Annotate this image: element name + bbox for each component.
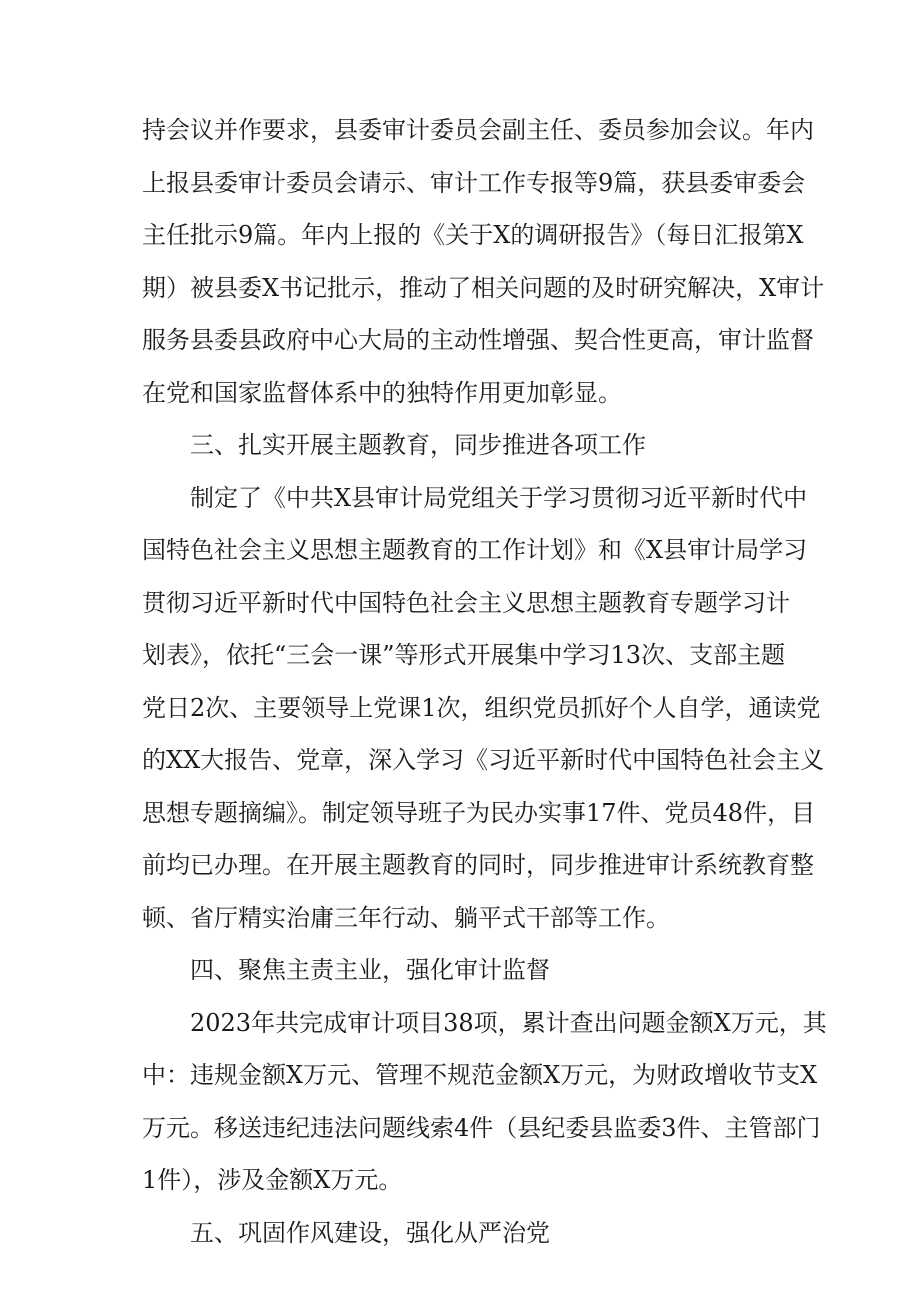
paragraph-line: 中：违规金额X万元、管理不规范金额X万元，为财政增收节支X bbox=[142, 1061, 818, 1089]
paragraph-line: 服务县委县政府中心大局的主动性增强、契合性更高，审计监督 bbox=[142, 326, 814, 354]
section-heading-4: 四、聚焦主责主业，强化审计监督 bbox=[190, 956, 550, 984]
paragraph-line: 2023年共完成审计项目38项，累计查出问题金额X万元，其 bbox=[190, 1008, 827, 1037]
paragraph-line: 制定了《中共X县审计局党组关于学习贯彻习近平新时代中 bbox=[190, 483, 808, 512]
paragraph-line: 划表》，依托“三会一课”等形式开展集中学习13次、支部主题 bbox=[142, 641, 786, 669]
document-body bbox=[142, 104, 827, 1259]
paragraph-line: 期）被县委X书记批示，推动了相关问题的及时研究解决，X审计 bbox=[142, 273, 825, 302]
paragraph-line: 贯彻习近平新时代中国特色社会主义思想主题教育专题学习计 bbox=[142, 588, 790, 617]
paragraph-line: 在党和国家监督体系中的独特作用更加彰显。 bbox=[142, 378, 622, 407]
section-heading-3: 三、扎实开展主题教育，同步推进各项工作 bbox=[190, 431, 646, 459]
paragraph-line: 顿、省厅精实治庸三年行动、躺平式干部等工作。 bbox=[142, 903, 670, 932]
paragraph-line: 上报县委审计委员会请示、审计工作专报等9篇，获县委审委会 bbox=[142, 168, 806, 197]
paragraph-line: 国特色社会主义思想主题教育的工作计划》和《X县审计局学习 bbox=[142, 536, 808, 564]
paragraph-line: 的XX大报告、党章，深入学习《习近平新时代中国特色社会主义 bbox=[142, 746, 825, 774]
paragraph-line: 1件），涉及金额X万元。 bbox=[142, 1166, 403, 1194]
paragraph-line: 党日2次、主要领导上党课1次，组织党员抓好个人自学，通读党 bbox=[142, 693, 821, 722]
section-heading-5: 五、巩固作风建设，强化从严治党 bbox=[190, 1218, 550, 1247]
paragraph-line: 持会议并作要求，县委审计委员会副主任、委员参加会议。年内 bbox=[142, 116, 814, 144]
paragraph-line: 思想专题摘编》。制定领导班子为民办实事17件、党员48件，目 bbox=[142, 798, 816, 827]
paragraph-line: 主任批示9篇。年内上报的《关于X的调研报告》（每日汇报第X bbox=[142, 221, 804, 249]
paragraph-line: 万元。移送违纪违法问题线索4件（县纪委县监委3件、主管部门 bbox=[142, 1113, 821, 1142]
paragraph-line: 前均已办理。在开展主题教育的同时，同步推进审计系统教育整 bbox=[142, 851, 814, 879]
